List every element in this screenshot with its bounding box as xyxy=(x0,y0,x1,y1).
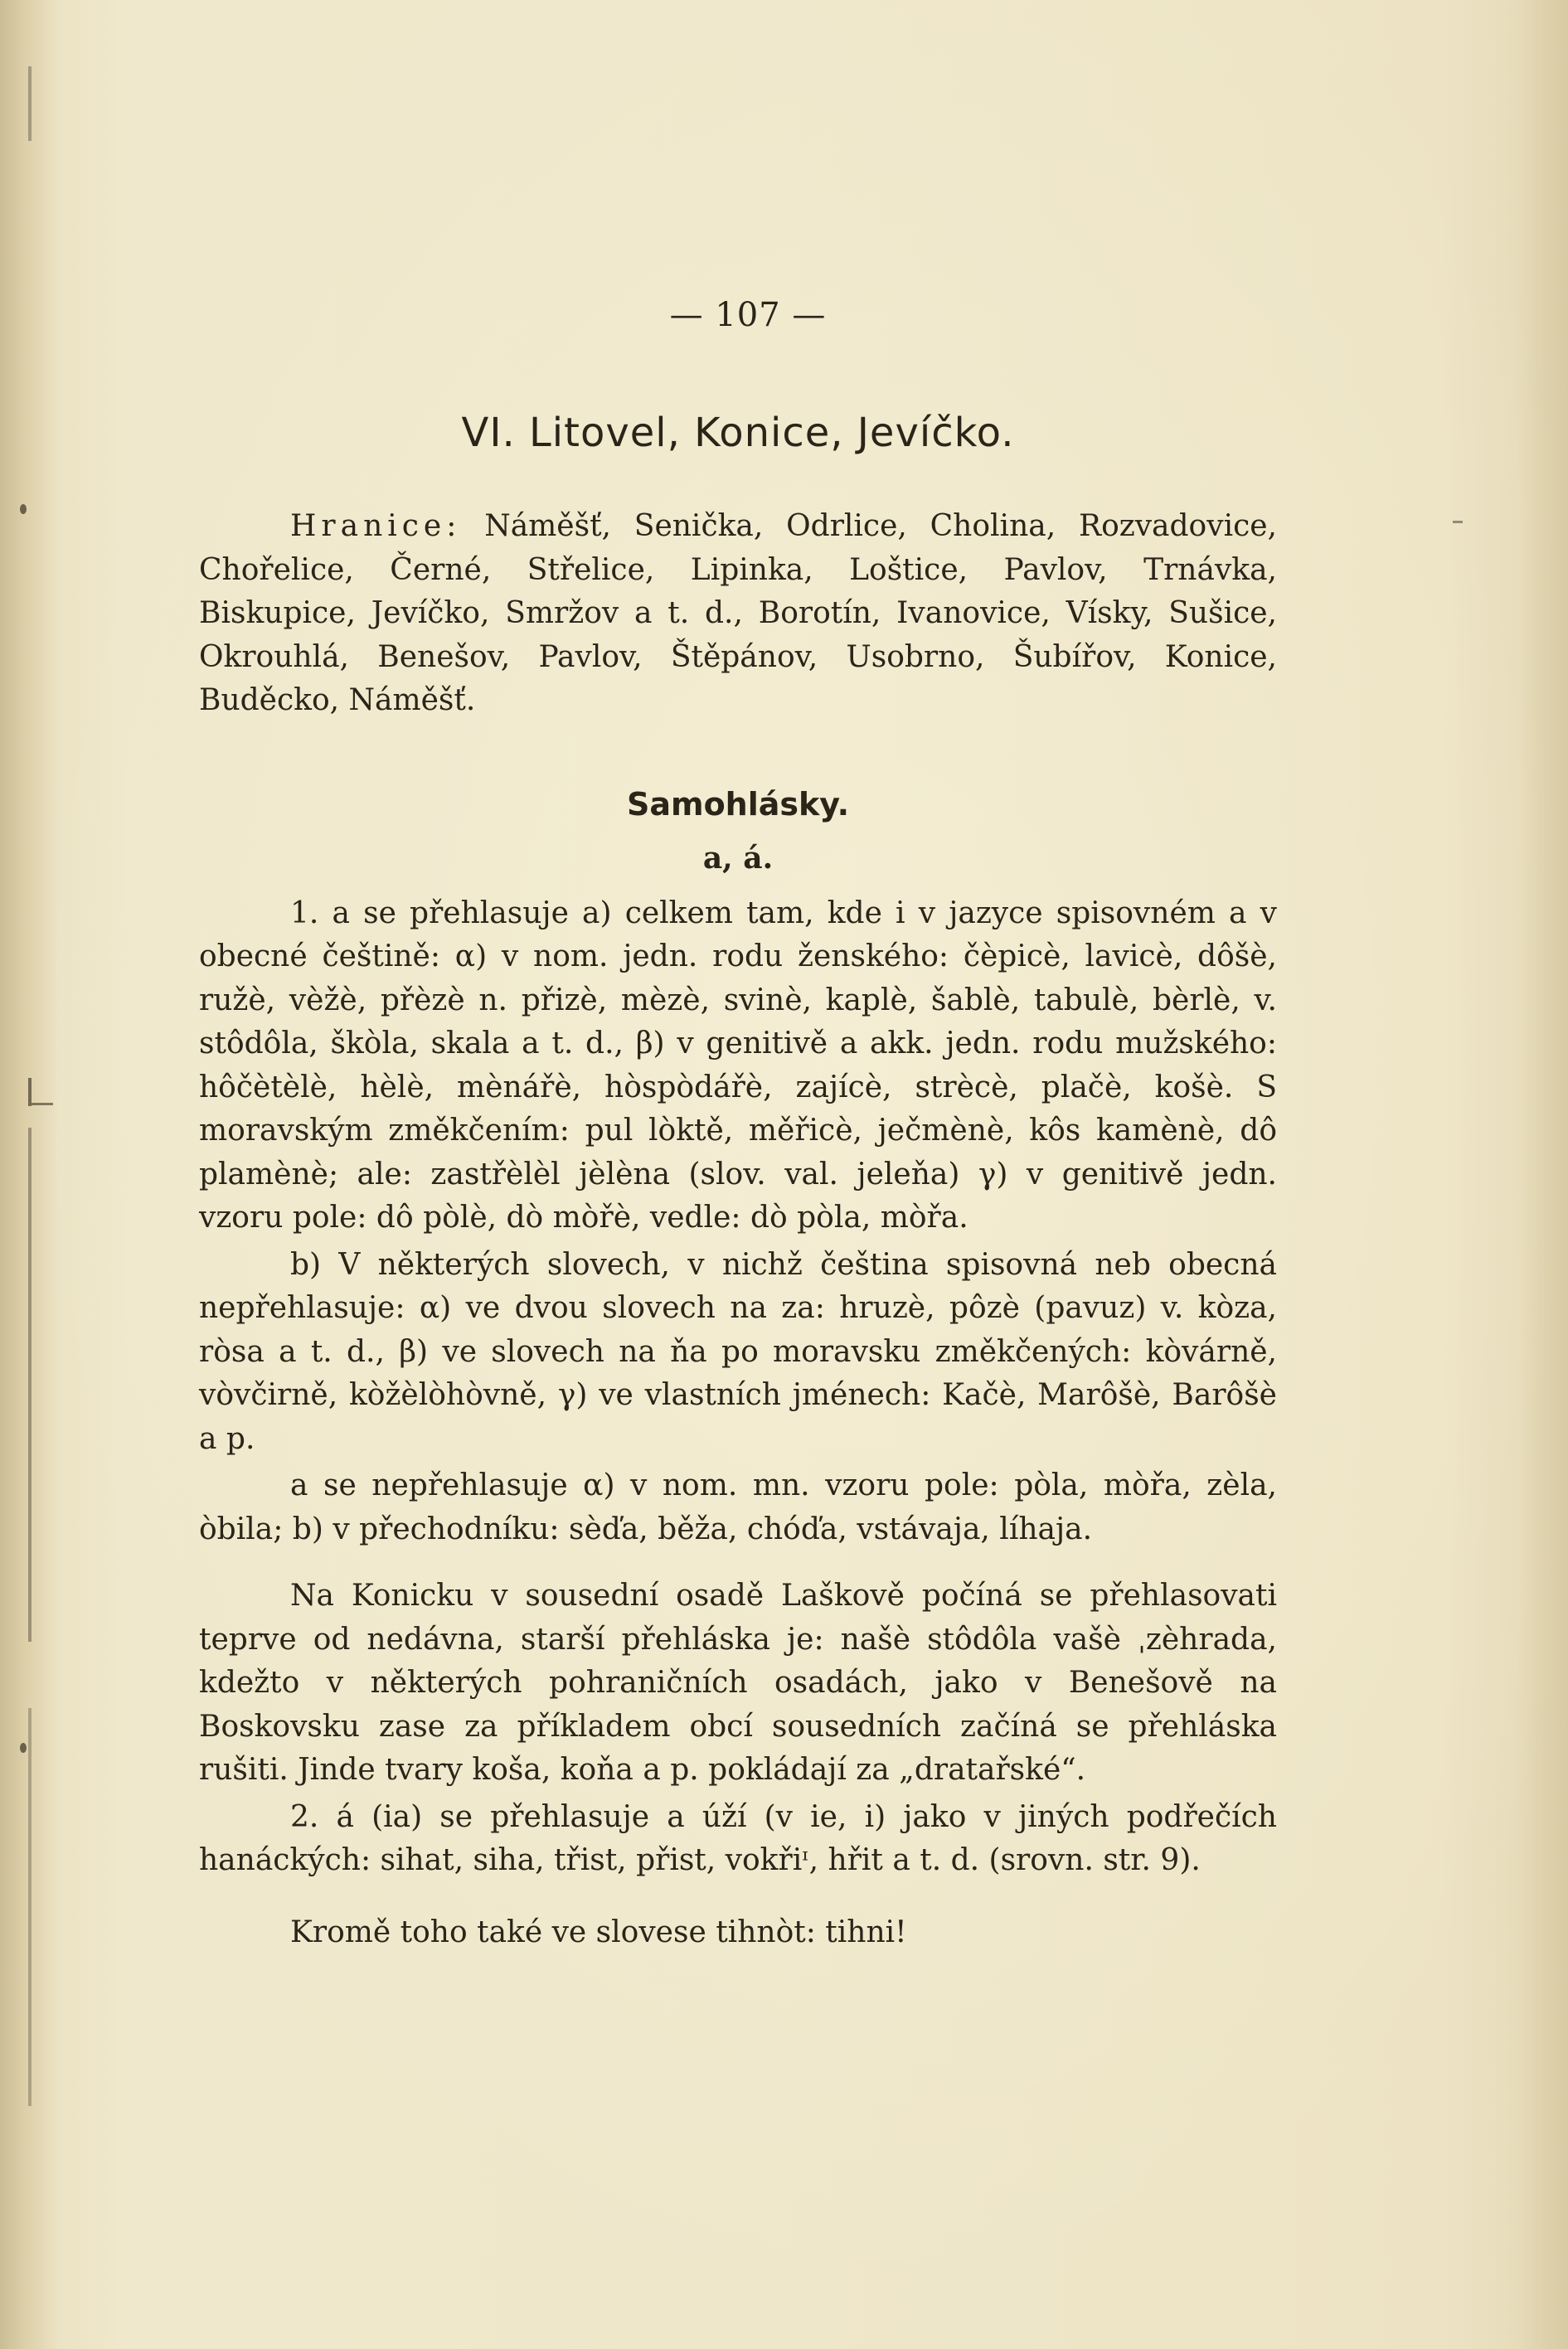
binding-mark xyxy=(28,66,32,141)
subsection-title: a, á. xyxy=(702,840,774,876)
binding-mark xyxy=(28,1078,32,1106)
page-number: — 107 — xyxy=(669,296,827,334)
hranice-text: Náměšť, Senička, Odrlice, Cholina, Rozvadovice, Chořelice, Černé, Střelice, Lipinka, Loštice, Pavlov, Trnávka, Biskupice, Jevíčko, Smržov a t. d., Borotín, Ivanovice, Vísky, Sušice, Okrouhlá, Benešov, Pavlov, Štěpánov, Usobrno, Šubířov, Konice, Buděcko, Náměšť. xyxy=(199,509,1277,717)
margin-mark xyxy=(1453,521,1463,523)
page-edge-shadow xyxy=(1518,0,1568,2349)
hranice-paragraph xyxy=(199,505,1277,723)
ink-spot xyxy=(20,504,27,514)
paragraph-2: b) V některých slovech, v nichž čeština spisovná neb obecná nepřehlasuje: α) ve dvou slovech na za: hruzè, pôzè (pavuz) v. kòza, ròsa a t. d., β) ve slovech na ňa po moravsku změkčených: kòvárně, vòvčirně, kòžèlòhòvně, γ) ve vlastních jménech: Kačè, Marôšè, Barôšè a p. xyxy=(199,1247,1277,1456)
binding-mark xyxy=(28,1708,32,2106)
ink-spot xyxy=(20,1743,27,1753)
paragraph-3: a se nepřehlasuje α) v nom. mn. vzoru pole: pòla, mòřa, zèla, òbila; b) v přechodníku: sèďa, běža, chóďa, vstávaja, líhaja. xyxy=(199,1468,1277,1546)
page-content xyxy=(199,290,1277,1954)
paragraph-1: 1. a se přehlasuje a) celkem tam, kde i v jazyce spisovném a v obecné češtině: α) v nom. jedn. rodu ženského: čèpicè, lavicè, dôšè, ružè, vèžè, přèzè n. přizè, mèzè, svinè, kaplè, šablè, tabulè, bèrlè, v. stôdôla, škòla, skala a t. d., β) v genitivě a akk. jedn. rodu mužského: hôčètèlè, hèlè, mènářè, hòspòdářè, zajícè, strècè, plačè, košè. S moravským změkčením: pul lòktě, měřicè, ječmènè, kôs kamènè, dô plamènè; ale: zastřèlèl jèlèna (slov. val. jeleňa) γ) v genitivě jedn. vzoru pole: dô pòlè, dò mòřè, vedle: dò pòla, mòřa. xyxy=(199,895,1277,1235)
binding-mark xyxy=(28,1128,32,1642)
section-title: Samohlásky. xyxy=(626,785,850,823)
paragraph-6: Kromě toho také ve slovese tihnòt: tihni! xyxy=(290,1915,907,1949)
binding-tick xyxy=(32,1103,53,1105)
hranice-label: Hranice: xyxy=(290,509,462,543)
paragraph-5: 2. á (ia) se přehlasuje a úží (v ie, i) jako v jiných podřečích hanáckých: sihat, siha, třist, přist, vokřiᶦ, hřit a t. d. (srovn. str. 9). xyxy=(199,1799,1277,1877)
paragraph-4: Na Konicku v sousední osadě Laškově počíná se přehlasovati teprve od nedávna, starší přehláska je: našè stôdôla vašè ˌzèhrada, kdežto v některých pohraničních osadách, jako v Benešově na Boskovsku zase za příkladem obcí sousedních začíná se přehláska rušiti. Jinde tvary koša, koňa a p. pokládají za „dratařské“. xyxy=(199,1579,1277,1787)
chapter-title: VI. Litovel, Konice, Jevíčko. xyxy=(461,410,1015,456)
